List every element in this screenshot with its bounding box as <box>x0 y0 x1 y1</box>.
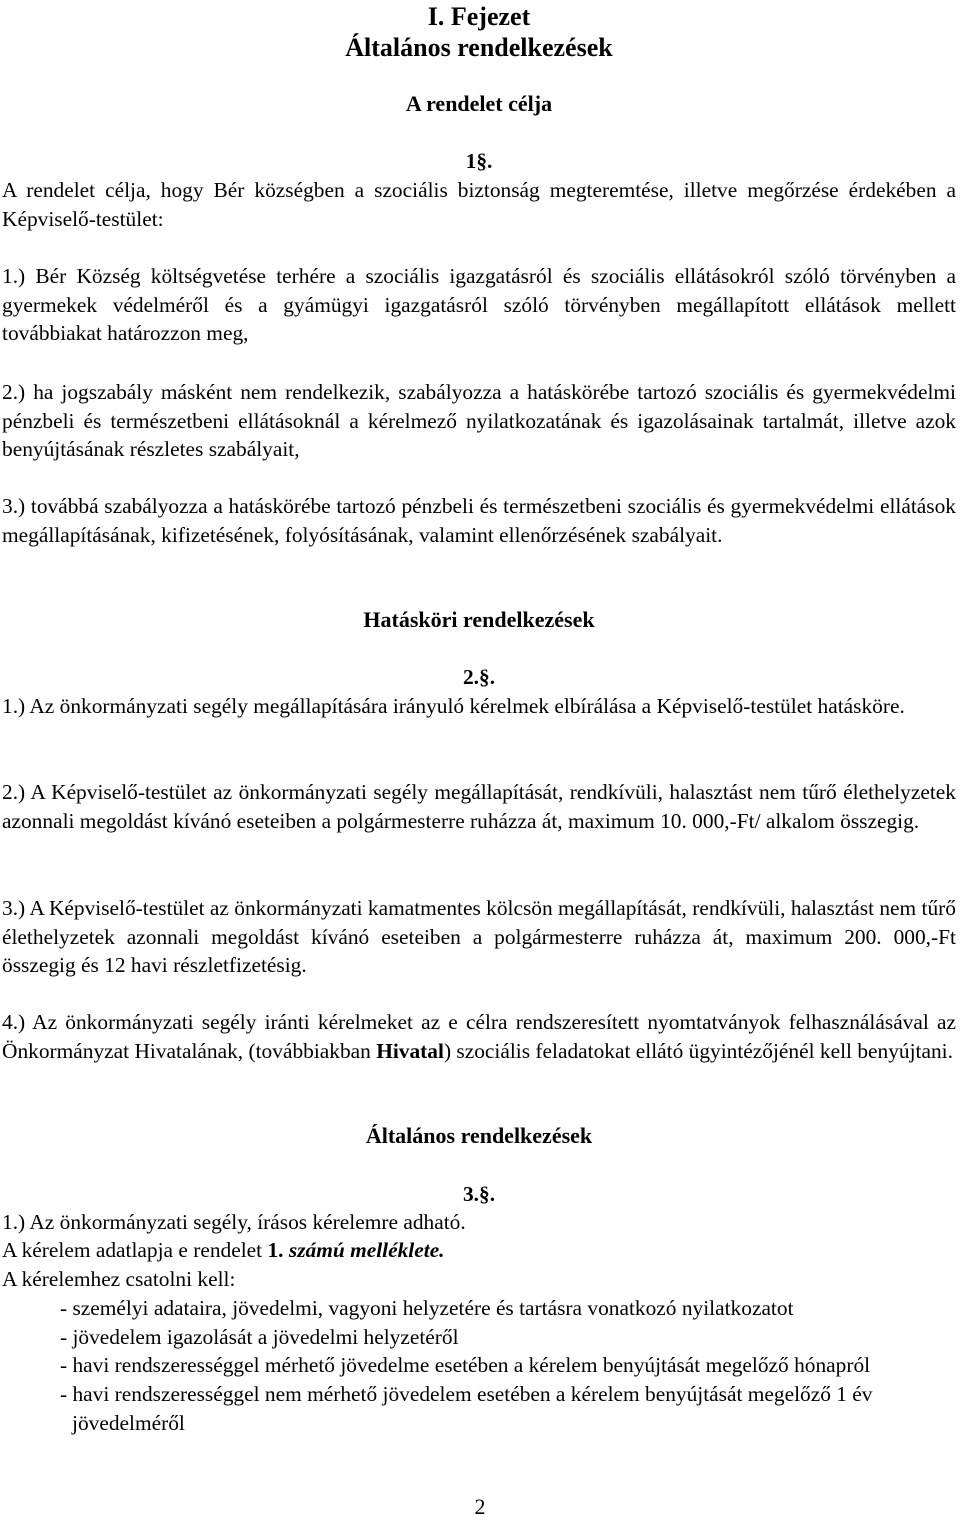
chapter-number: I. Fejezet <box>427 2 531 31</box>
section2-item-4-text-a: 4.) Az önkormányzati segély iránti kérelmeket az e célra rendszeresített nyomtatványok felhasználásával az Önkormányzat Hivatalának, (továbbiakban <box>2 1010 956 1063</box>
paragraph-number-3: 3.§. <box>462 1182 496 1206</box>
section1-item-3: 3.) továbbá szabályozza a hatáskörébe tartozó pénzbeli és természetbeni szociális és gyermekvédelmi ellátások megállapításának, kifizetésének, folyósításának, valamint ellenőrzésének szabályait. <box>2 494 956 547</box>
section1-intro: A rendelet célja, hogy Bér községben a szociális biztonság megteremtése, illetve megőrzése érdekében a Képviselő-testület: <box>2 178 956 231</box>
section2-item-4-bold: Hivatal <box>376 1038 444 1063</box>
section2-item-4 <box>2 1008 956 1065</box>
section2-item-3: 3.) A Képviselő-testület az önkormányzati kamatmentes kölcsön megállapítását, rendkívüli, halasztást nem tűrő élethelyzetek azonnali megoldást kívánó eseteiben a polgármesterre ruházza át, maximum 200. 000,-Ft összegig és 12 havi részletfizetésig. <box>2 896 956 978</box>
chapter-title: Általános rendelkezések <box>345 33 613 62</box>
paragraph-number-1: 1§. <box>465 149 493 173</box>
section-heading-general: Általános rendelkezések <box>365 1123 593 1148</box>
attachment-list <box>60 1294 880 1438</box>
section3-line-2-annex: számú melléklete. <box>288 1238 445 1262</box>
section2-item-2: 2.) A Képviselő-testület az önkormányzati segély megállapítását, rendkívüli, halasztást nem tűrő élethelyzetek azonnali megoldást kívánó eseteiben a polgármesterre ruházza át, maximum 10. 000,-Ft/ alkalom összegig. <box>2 780 956 833</box>
section-heading-purpose: A rendelet célja <box>405 91 553 116</box>
section2-item-4-text-b: ) szociális feladatokat ellátó ügyintézőjénél kell benyújtani. <box>443 1038 953 1063</box>
section1-item-2: 2.) ha jogszabály másként nem rendelkezik, szabályozza a hatáskörébe tartozó szociális és gyermekvédelmi pénzbeli és természetbeni ellátásoknál a kérelmező nyilatkozatának és igazolásainak tartalmát, illetve azok benyújtásának részletes szabályait, <box>2 380 956 462</box>
page-number: 2 <box>474 1494 486 1519</box>
list-item: - havi rendszerességgel nem mérhető jövedelem esetében a kérelem benyújtását megelőző 1 év jövedelméről <box>60 1382 873 1435</box>
section3-line-2-number: 1. <box>267 1238 284 1262</box>
list-item: - havi rendszerességgel mérhető jövedelme esetében a kérelem benyújtását megelőző hónapról <box>60 1353 871 1378</box>
list-item: - személyi adataira, jövedelmi, vagyoni helyzetére és tartásra vonatkozó nyilatkozatot <box>60 1296 794 1320</box>
section3-line-3: A kérelemhez csatolni kell: <box>2 1267 236 1291</box>
section1-item-1: 1.) Bér Község költségvetése terhére a szociális igazgatásról és szociális ellátásokról szóló törvényben a gyermekek védelméről és a gyámügyi igazgatásról szóló törvényben megállapított ellátások mellett továbbiakat határozzon meg, <box>2 264 956 346</box>
section2-item-1: 1.) Az önkormányzati segély megállapítására irányuló kérelmek elbírálása a Képviselő-testület hatásköre. <box>2 694 905 718</box>
paragraph-number-2: 2.§. <box>462 665 496 689</box>
section3-line-1: 1.) Az önkormányzati segély, írásos kérelemre adható. <box>2 1210 466 1234</box>
list-item: - jövedelem igazolását a jövedelmi helyzetéről <box>60 1324 459 1349</box>
section-heading-authority: Hatásköri rendelkezések <box>363 607 595 632</box>
section3-line-2-text: A kérelem adatlapja e rendelet <box>2 1238 268 1262</box>
section3-line-2 <box>2 1236 956 1265</box>
